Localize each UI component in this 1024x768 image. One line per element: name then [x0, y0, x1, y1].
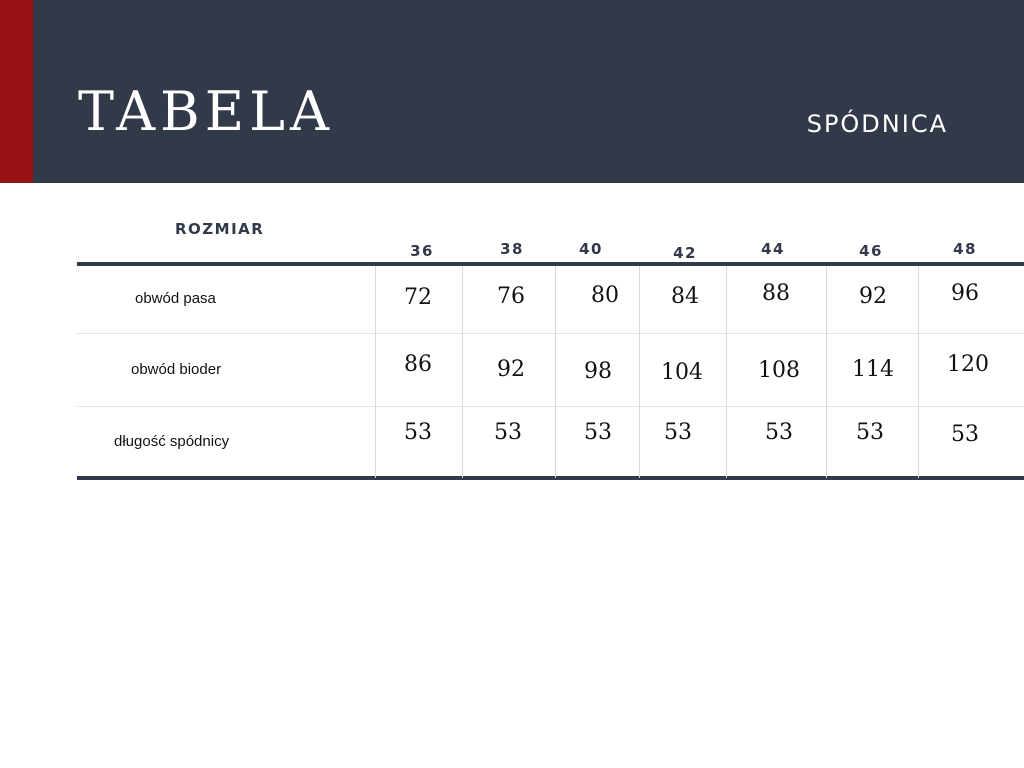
column-divider — [826, 266, 827, 478]
table-cell: 98 — [584, 359, 612, 384]
table-cell: 53 — [494, 420, 522, 445]
accent-stripe — [0, 0, 33, 183]
row-divider — [77, 333, 1024, 334]
size-header: 36 — [410, 242, 434, 260]
table-cell: 53 — [584, 420, 612, 445]
table-cell: 53 — [765, 420, 793, 445]
table-cell: 108 — [758, 358, 800, 383]
table-cell: 88 — [762, 281, 790, 306]
page-subtitle: SPÓDNICA — [806, 110, 948, 138]
row-label-hips: obwód bioder — [131, 361, 222, 378]
column-divider — [726, 266, 727, 478]
size-header: 42 — [673, 244, 697, 262]
size-header: 44 — [761, 240, 785, 258]
table-cell: 53 — [664, 420, 692, 445]
table-cell: 114 — [852, 357, 894, 382]
column-divider — [555, 266, 556, 478]
table-cell: 86 — [404, 352, 432, 377]
table-cell: 53 — [404, 420, 432, 445]
column-divider — [918, 266, 919, 478]
size-header: 38 — [500, 240, 524, 258]
table-top-rule — [77, 262, 1024, 266]
table-cell: 96 — [951, 281, 979, 306]
row-label-waist: obwód pasa — [135, 290, 216, 307]
table-cell: 80 — [591, 283, 619, 308]
table-bottom-rule — [77, 476, 1024, 480]
column-divider — [462, 266, 463, 478]
table-cell: 84 — [671, 284, 699, 309]
table-cell: 53 — [951, 422, 979, 447]
size-header: 48 — [953, 240, 977, 258]
page-title: TABELA — [78, 80, 335, 143]
table-cell: 92 — [497, 357, 525, 382]
table-cell: 104 — [661, 360, 703, 385]
table-cell: 120 — [947, 352, 989, 377]
table-cell: 92 — [859, 284, 887, 309]
size-header: 46 — [859, 242, 883, 260]
row-divider — [77, 406, 1024, 407]
table-cell: 72 — [404, 285, 432, 310]
table-cell: 76 — [497, 284, 525, 309]
size-header: 40 — [579, 240, 603, 258]
size-column-label: ROZMIAR — [175, 220, 265, 238]
table-cell: 53 — [856, 420, 884, 445]
row-label-skirt-length: długość spódnicy — [114, 433, 230, 450]
column-divider — [375, 266, 376, 478]
